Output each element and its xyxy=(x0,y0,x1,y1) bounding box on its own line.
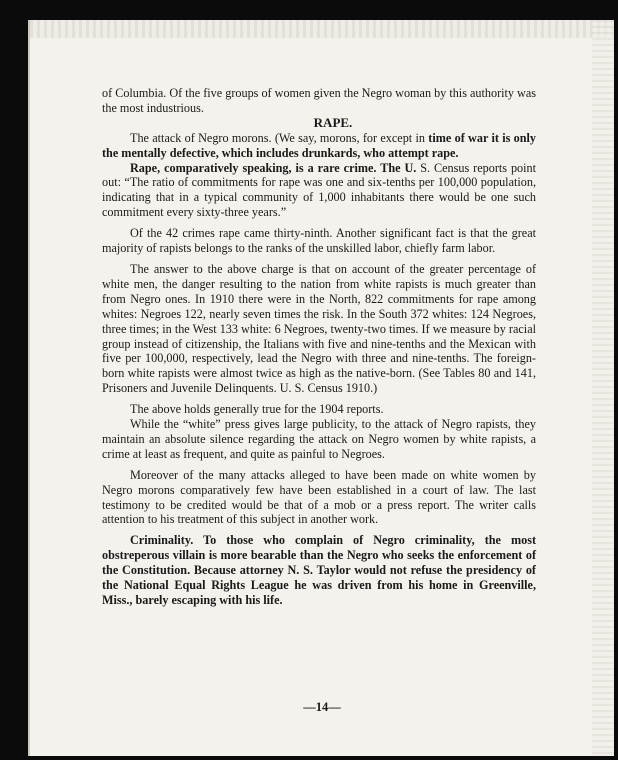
page-right-edge xyxy=(592,20,614,756)
page-number: —14— xyxy=(303,700,341,714)
intro-paragraph: of Columbia. Of the five groups of women given the Negro woman by this authority was the most industrious. xyxy=(102,86,536,115)
attack-sentence: The attack of Negro morons. (We say, morons, for except in xyxy=(130,130,429,145)
paragraph-moreover: Moreover of the many attacks alleged to have been made on white women by Negro morons comparatively few have been established in a court of law. The last testimony to be credited would be that of a mob or a press report. The writer calls attention to his treatment of this subject in another work. xyxy=(102,467,536,527)
census-quote: S. Census reports point out: “The ratio of commitments for rape was one and six-tenths per 100,000 population, indicating that in a typical community of 1,000 inhabitants there would be one such commitment every sixty-three years.” xyxy=(102,160,537,220)
body-text xyxy=(102,86,536,608)
paragraph-criminality: Criminality. To those who complain of Negro criminality, the most obstreperous villain is more bearable than the Negro who seeks the enforcement of the Constitution. Because attorney N. S. Taylor would not refuse the presidency of the National Equal Rights League he was driven from his home in Greenville, Miss., barely escaping with his life. xyxy=(102,533,536,607)
rare-crime-emphasis: Rape, comparatively speaking, is a rare crime. The U. xyxy=(130,160,417,175)
paragraph-crimes: Of the 42 crimes rape came thirty-ninth. Another significant fact is that the great majority of rapists belongs to the ranks of the unskilled labor, chiefly farm labor. xyxy=(102,226,536,256)
attack-emphasis: time of war it is only the mentally defective, which includes drunkards, who attempt rape. xyxy=(102,130,537,160)
scanned-page xyxy=(28,20,614,756)
paragraph-attack xyxy=(102,131,536,161)
paragraph-1904: The above holds generally true for the 1904 reports. xyxy=(130,402,384,417)
section-heading: RAPE. xyxy=(313,114,353,130)
paragraph-press: While the “white” press gives large publicity, to the attack of Negro rapists, they maintain an absolute silence regarding the attack on Negro women by white rapists, a crime at least as frequent, and quite as painful to Negroes. xyxy=(102,417,536,461)
paragraph-census xyxy=(102,161,536,221)
paragraph-statistics: The answer to the above charge is that on account of the greater percentage of white men, the danger resulting to the nation from white rapists is much greater than from Negro ones. In 1910 there were in the North, 822 commitments for rape among whites: Negroes 122, nearly seven times the risk. In the South 372 whites: 124 Negroes, three times; in the West 133 white: 6 Negroes, twenty-two times. If we measure by racial group instead of citizenship, the Italians with five and nine-tenths and the Mexican with five per 100,000, respectively, lead the Negro with three and nine-tenths. The foreign-born white rapists were almost twice as high as the native-born. (See Tables 80 and 141, Prisoners and Juvenile Delinquents. U. S. Census 1910.) xyxy=(102,261,536,396)
page-top-edge xyxy=(30,20,614,38)
